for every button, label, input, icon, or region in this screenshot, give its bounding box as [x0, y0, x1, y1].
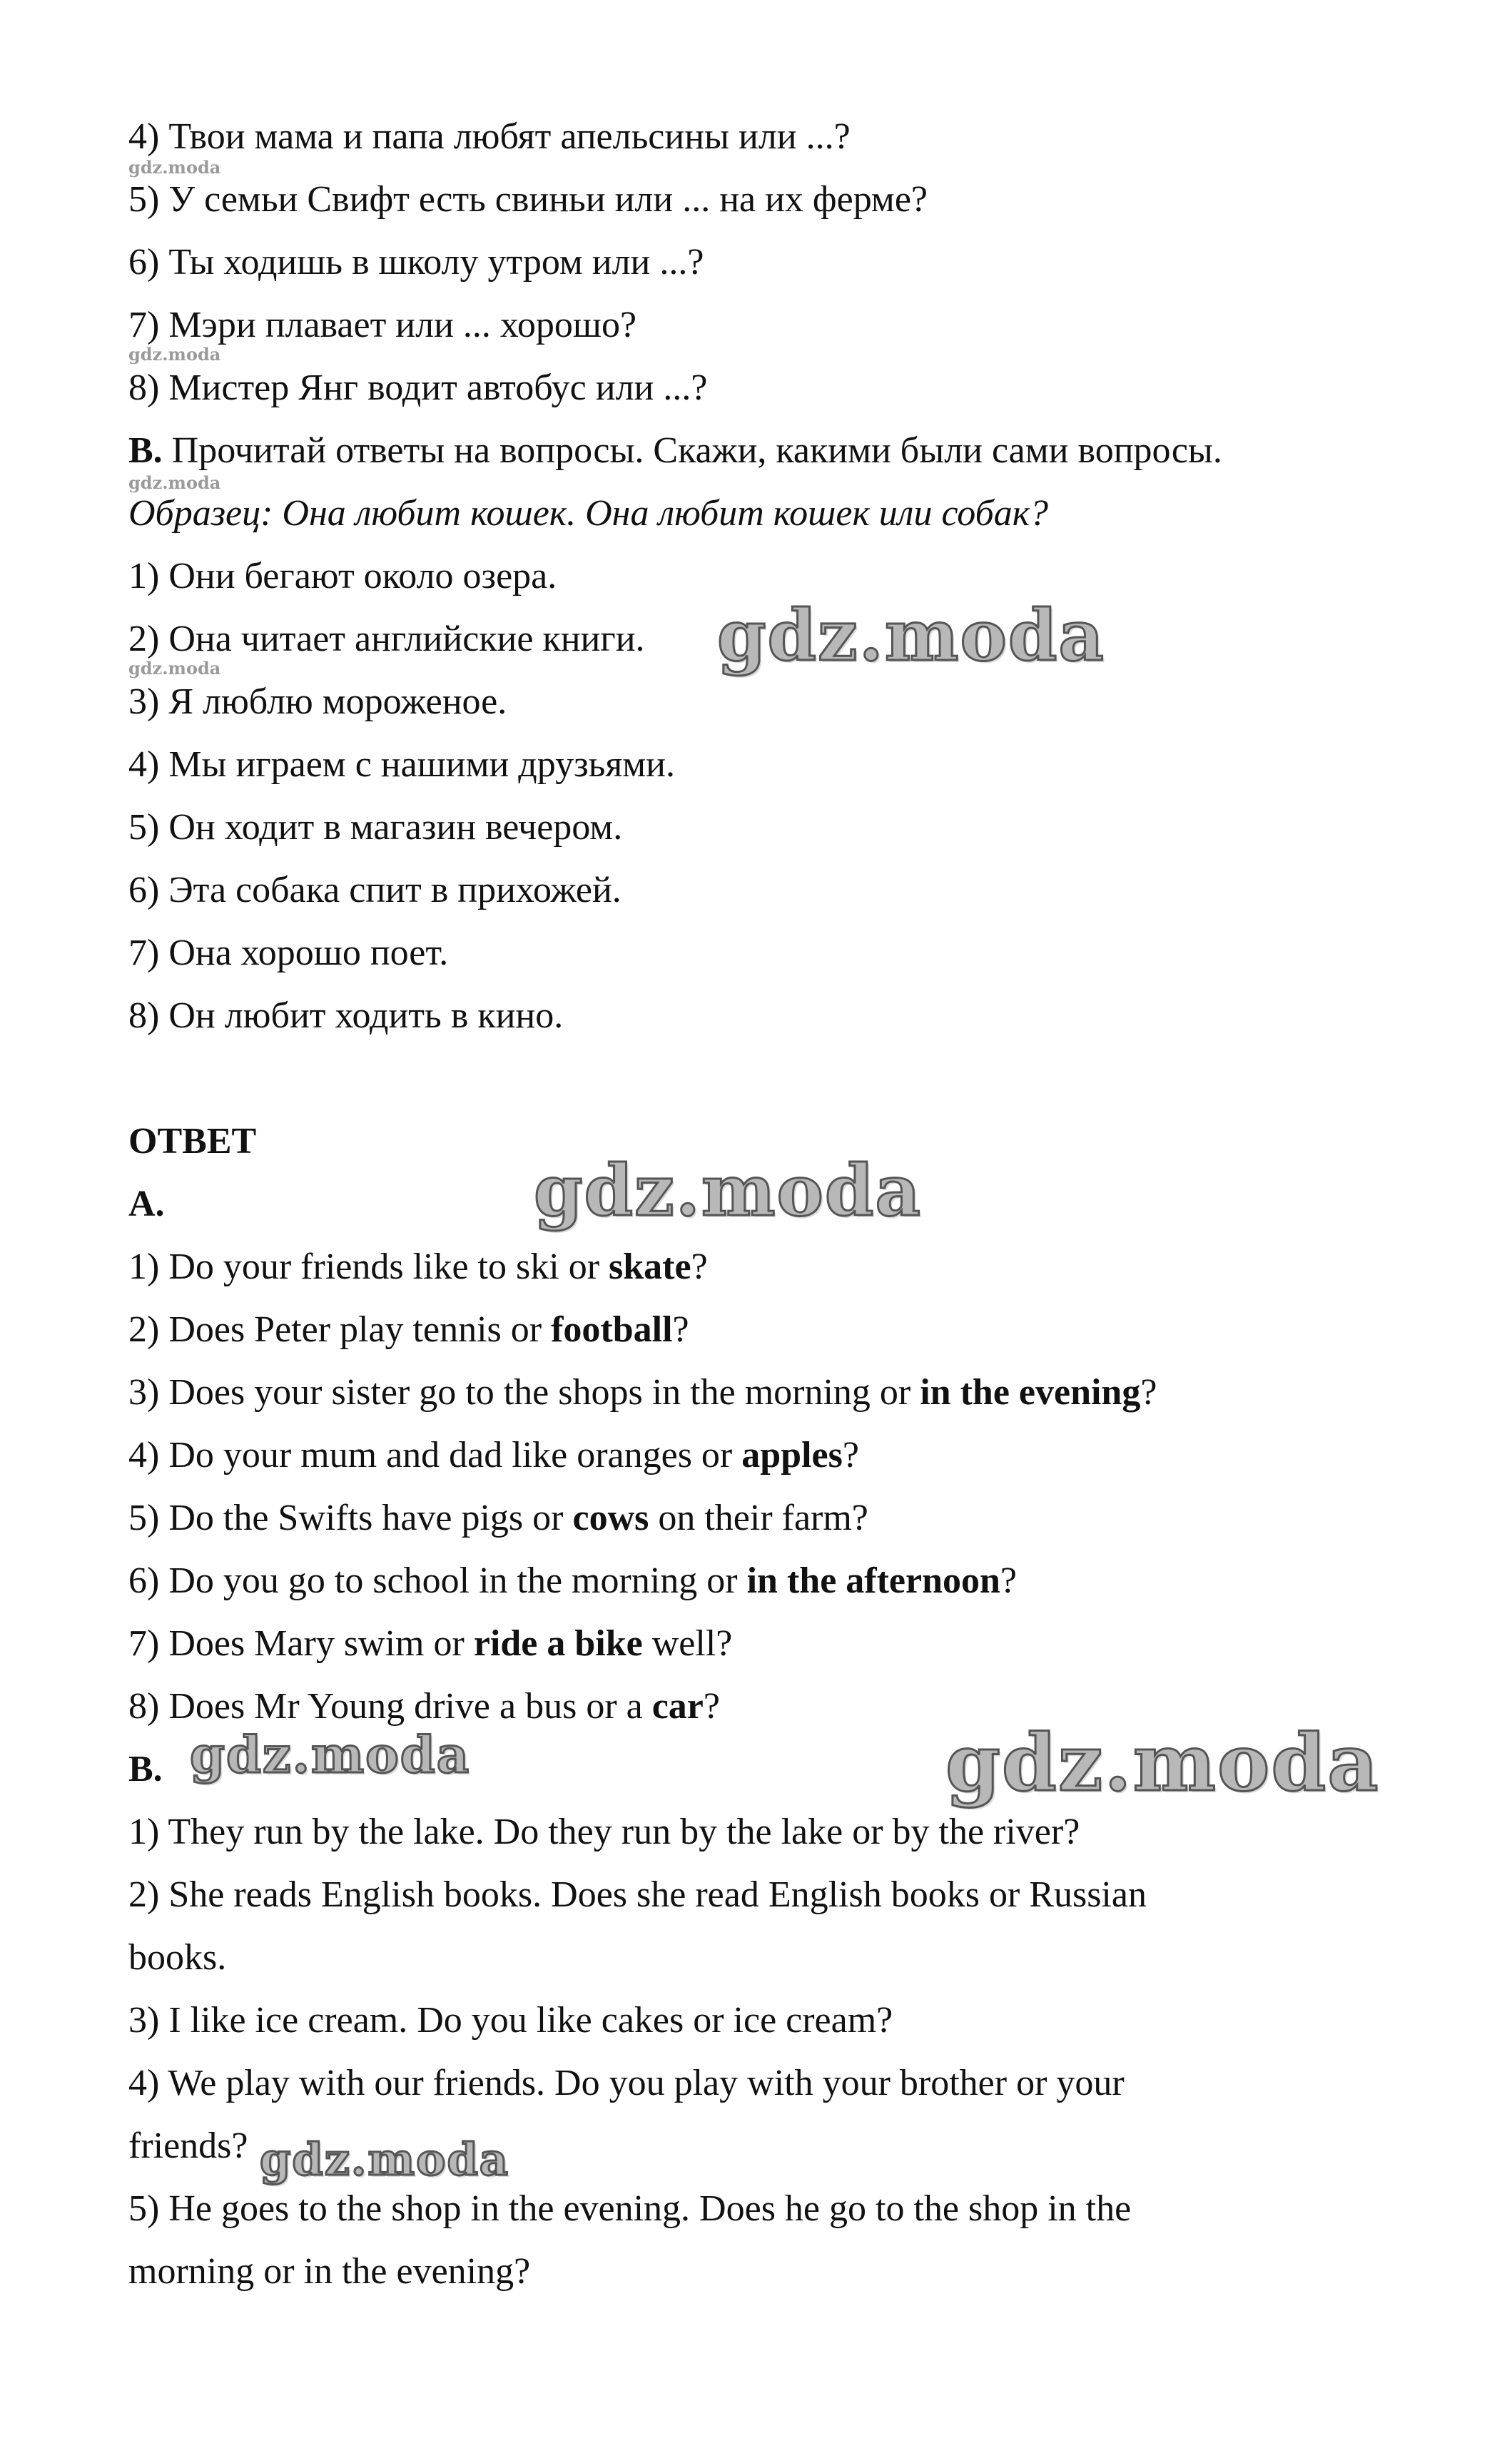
answer-a-5-text: 5) Do the Swifts have pigs or	[128, 1498, 573, 1538]
answer-b-line-8: morning or in the evening?	[128, 2251, 531, 2292]
statement-b-5: 5) Он ходит в магазин вечером.	[128, 807, 623, 848]
answer-a-1-end: ?	[691, 1246, 708, 1287]
question-a-7: 7) Мэри плавает или ... хорошо?	[128, 305, 637, 345]
answer-a-2-highlight: football	[551, 1309, 673, 1350]
statement-b-6: 6) Эта собака спит в прихожей.	[128, 870, 621, 910]
answer-a-7-highlight: ride a bike	[473, 1623, 643, 1664]
section-b-example: Образец: Она любит кошек. Она любит кошек или собак?	[128, 493, 1049, 534]
answer-a-8	[128, 1685, 720, 1728]
answer-a-2-text: 2) Does Peter play tennis or	[128, 1309, 552, 1350]
statement-b-8: 8) Он любит ходить в кино.	[128, 995, 564, 1036]
answer-a-2	[128, 1309, 689, 1351]
answer-a-5-end: on their farm?	[649, 1498, 868, 1538]
watermark-large: gdz.moda	[717, 595, 1105, 677]
answer-a-3-end: ?	[1140, 1372, 1157, 1413]
answer-a-1-highlight: skate	[609, 1246, 691, 1287]
answer-a-5-highlight: cows	[572, 1498, 649, 1538]
question-a-6: 6) Ты ходишь в школу утром или ...?	[128, 242, 704, 283]
answer-a-4-highlight: apples	[741, 1435, 843, 1476]
watermark-large: gdz.moda	[534, 1150, 922, 1232]
answer-part-b-label: B.	[128, 1749, 163, 1789]
statement-b-7: 7) Она хорошо поет.	[128, 933, 449, 973]
statement-b-4: 4) Мы играем с нашими друзьями.	[128, 744, 675, 785]
section-b-instruction-text: Прочитай ответы на вопросы. Скажи, какими были сами вопросы.	[162, 430, 1222, 471]
answer-a-5	[128, 1497, 868, 1540]
answer-a-6-text: 6) Do you go to school in the morning or	[128, 1560, 747, 1601]
answer-b-line-1: 1) They run by the lake. Do they run by the lake or by the river?	[128, 1812, 1080, 1852]
answer-b-line-5: 4) We play with our friends. Do you play with your brother or your	[128, 2063, 1125, 2103]
watermark-small: gdz.moda	[128, 157, 221, 178]
answer-heading: ОТВЕТ	[128, 1121, 257, 1162]
answer-a-7-end: well?	[642, 1623, 733, 1664]
watermark-medium: gdz.moda	[260, 2133, 509, 2185]
answer-a-4-text: 4) Do your mum and dad like oranges or	[128, 1435, 742, 1476]
answer-a-3-text: 3) Does your sister go to the shops in the morning or	[128, 1372, 920, 1413]
question-a-5: 5) У семьи Свифт есть свиньи или ... на их ферме?	[128, 179, 928, 220]
answer-b-line-6: friends?	[128, 2126, 248, 2166]
statement-b-3: 3) Я люблю мороженое.	[128, 681, 507, 722]
watermark-small: gdz.moda	[128, 658, 221, 679]
section-b-instruction	[128, 430, 1222, 472]
answer-a-2-end: ?	[672, 1309, 689, 1350]
answer-a-6-end: ?	[1000, 1560, 1018, 1601]
answer-a-6	[128, 1560, 1017, 1603]
answer-a-4-end: ?	[842, 1435, 859, 1476]
answer-a-8-text: 8) Does Mr Young drive a bus or a	[128, 1686, 652, 1727]
answer-b-line-2: 2) She reads English books. Does she read English books or Russian	[128, 1874, 1147, 1915]
answer-b-line-7: 5) He goes to the shop in the evening. Does he go to the shop in the	[128, 2188, 1132, 2229]
watermark-small: gdz.moda	[128, 472, 221, 493]
answer-a-3-highlight: in the evening	[920, 1372, 1141, 1413]
section-b-label: B.	[128, 430, 163, 471]
watermark-small: gdz.moda	[128, 344, 221, 365]
answer-part-a-label: A.	[128, 1184, 165, 1224]
question-a-4: 4) Твои мама и папа любят апельсины или ...?	[128, 116, 851, 157]
answer-a-7	[128, 1622, 732, 1665]
answer-a-7-text: 7) Does Mary swim or	[128, 1623, 474, 1664]
answer-a-4	[128, 1434, 859, 1477]
answer-a-6-highlight: in the afternoon	[746, 1560, 1000, 1601]
question-a-8: 8) Мистер Янг водит автобус или ...?	[128, 367, 708, 408]
answer-a-3	[128, 1371, 1157, 1414]
answer-a-8-highlight: car	[651, 1686, 704, 1727]
answer-a-1-text: 1) Do your friends like to ski or	[128, 1246, 609, 1287]
answer-a-8-end: ?	[703, 1686, 720, 1727]
answer-a-1	[128, 1246, 708, 1289]
statement-b-2: 2) Она читает английские книги.	[128, 619, 645, 659]
watermark-medium: gdz.moda	[190, 1725, 471, 1784]
watermark-large: gdz.moda	[945, 1717, 1380, 1809]
answer-b-line-3: books.	[128, 1937, 227, 1978]
statement-b-1: 1) Они бегают около озера.	[128, 556, 557, 596]
answer-b-line-4: 3) I like ice cream. Do you like cakes or ice cream?	[128, 2000, 893, 2041]
